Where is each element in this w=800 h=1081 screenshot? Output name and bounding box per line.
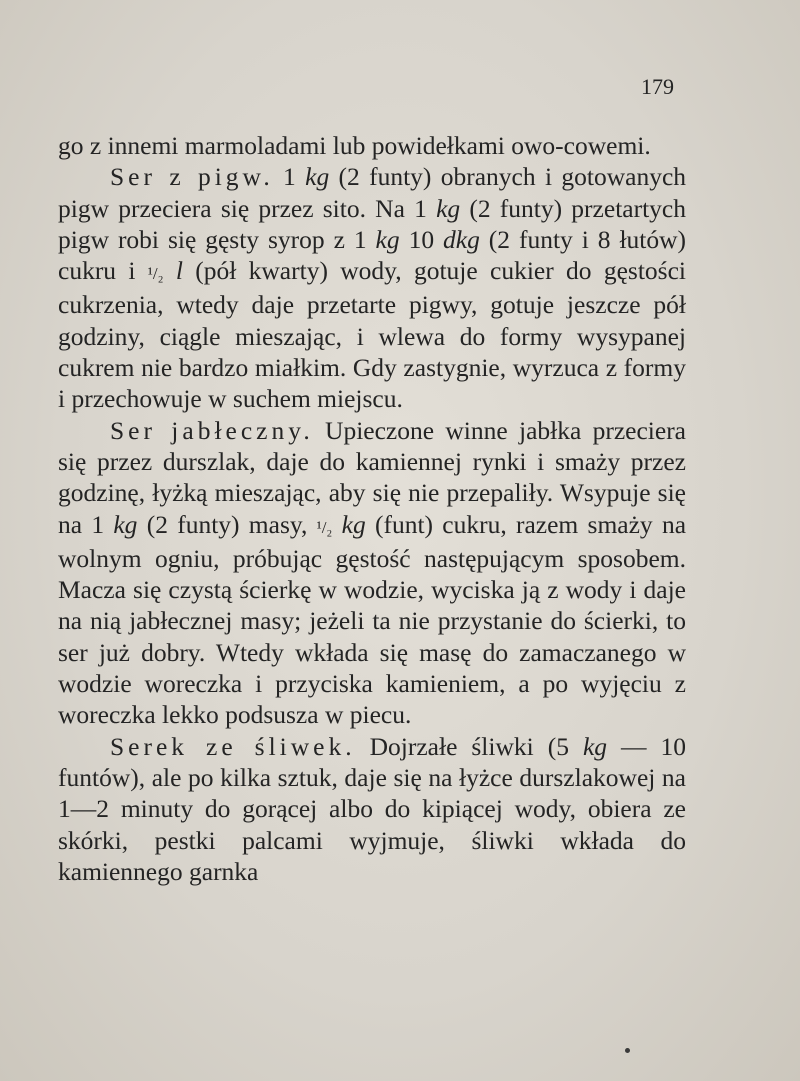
text-run: Dojrzałe śliwki (5 (355, 731, 583, 761)
recipe-heading: Ser jabłeczny. (110, 415, 314, 445)
unit: kg (113, 509, 138, 539)
unit: kg (341, 509, 366, 539)
paragraph-serek-ze-sliwek (58, 731, 686, 887)
unit: kg (582, 731, 608, 761)
paragraph-intro (58, 130, 686, 161)
text-run (332, 510, 341, 539)
paragraph-ser-z-pigw (58, 161, 686, 414)
text-run: 10 (399, 224, 444, 254)
text-run: (2 funty) przetartych pigw robi się gęsty syrop z 1 (58, 193, 686, 254)
text-run: (pół kwarty) wody, gotuje cukier do gęstości cukrzenia, wtedy daje przetarte pigwy, gotuje jeszcze pół godziny, ciągle mieszając, i wlewa do formy wysypanej cukrem nie bardzo miałkim. Gdy zastygnie, wyrzuca z formy i przechowuje w suchem miejscu. (58, 256, 686, 414)
unit: kg (436, 193, 461, 223)
text-run: go z innemi marmoladami lub powidełkami owo-cowemi. (58, 131, 651, 160)
page-mark-dot (625, 1048, 630, 1053)
text-run: — 10 funtów), ale po kilka sztuk, daje się na łyżce durszlakowej na 1—2 minuty do gorącej albo do kipiącej wody, obiera ze skórki, pestki palcami wyjmuje, śliwki wkłada do kamiennego garnka (58, 731, 686, 886)
fraction: ¹/₂ (316, 517, 333, 537)
text-column (58, 130, 686, 887)
text-run: (2 funty) obranych i gotowanych pigw przeciera się przez sito. Na 1 (58, 162, 687, 223)
unit: kg (375, 224, 400, 254)
recipe-heading: Ser z pigw. (110, 162, 274, 192)
text-run: 1 (273, 162, 306, 192)
paragraph-ser-jableczny (58, 415, 686, 731)
page-number: 179 (641, 74, 674, 99)
unit: dkg (443, 224, 480, 254)
text-run: Upieczone winne jabłka przeciera się przez durszlak, daje do kamiennej rynki i smaży przez godzinę, łyżką mieszając, aby się nie przepaliły. Wsypuje się na 1 (58, 415, 686, 539)
unit: kg (305, 162, 330, 192)
fraction: ¹/₂ (147, 264, 164, 284)
text-run: (funt) cukru, razem smaży na wolnym ogniu, próbując gęstość następującym sposobem. Macza się czystą ścierkę w wodzie, wyciska ją z wody i daje na nią jabłecznej masy; jeżeli ta nie przystanie do ścierki, to ser już dobry. Wtedy wkłada się masę do zamaczanego w wodzie woreczka i przyciska kamieniem, a po wyjęciu z woreczka lekko podsusza w piecu. (58, 509, 687, 730)
text-run (164, 256, 176, 285)
text-run: (2 funty i 8 łutów) cukru i (58, 224, 687, 286)
text-run: (2 funty) masy, (137, 509, 317, 539)
recipe-heading: Serek ze śliwek. (110, 731, 356, 761)
unit: l (175, 256, 183, 286)
